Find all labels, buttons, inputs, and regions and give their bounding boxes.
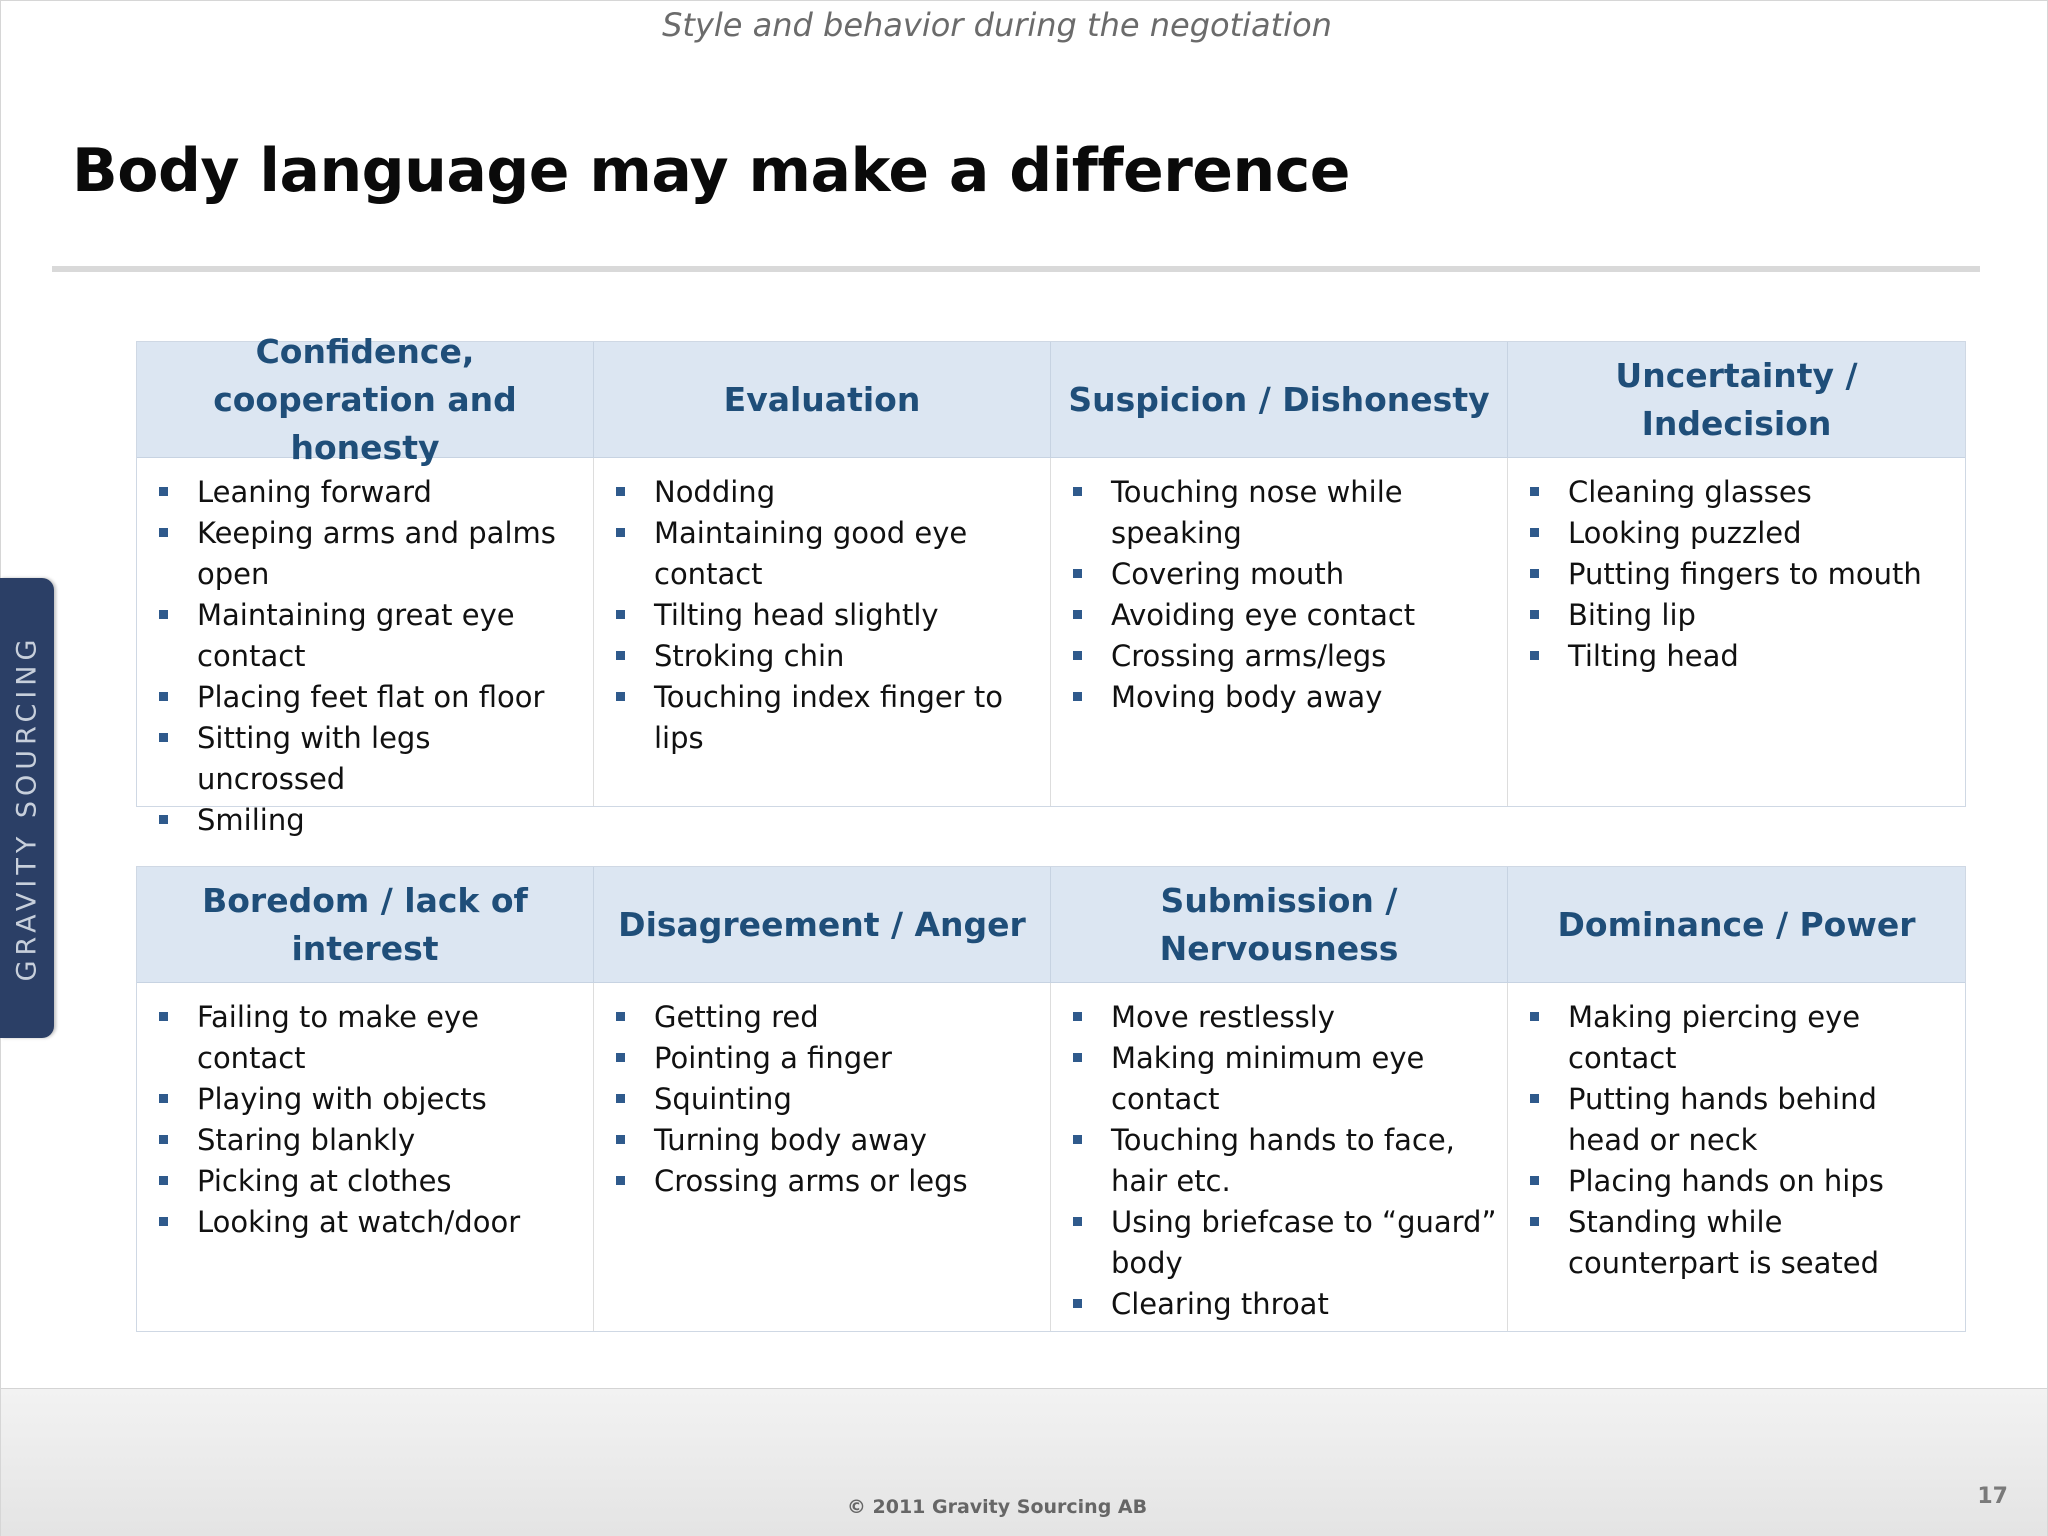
square-bullet-icon — [1073, 692, 1082, 701]
behavior-item — [157, 1202, 583, 1243]
behavior-item — [614, 1079, 1040, 1120]
square-bullet-icon — [616, 692, 625, 701]
behavior-list — [614, 472, 1040, 759]
behavior-item-text: Pointing a finger — [654, 1041, 892, 1075]
behavior-item-text: Looking puzzled — [1568, 516, 1802, 550]
behavior-item — [1071, 554, 1497, 595]
square-bullet-icon — [1530, 528, 1539, 537]
behavior-item — [157, 1079, 583, 1120]
behavior-item-text: Tilting head — [1568, 639, 1739, 673]
behavior-item — [1528, 1079, 1955, 1161]
behavior-item — [1071, 636, 1497, 677]
behavior-item-text: Stroking chin — [654, 639, 845, 673]
behavior-item-text: Touching nose while speaking — [1111, 475, 1403, 550]
behavior-item-text: Picking at clothes — [197, 1164, 452, 1198]
square-bullet-icon — [616, 1053, 625, 1062]
square-bullet-icon — [616, 1094, 625, 1103]
square-bullet-icon — [1073, 1299, 1082, 1308]
behavior-item-text: Moving body away — [1111, 680, 1383, 714]
behavior-item-text: Crossing arms or legs — [654, 1164, 968, 1198]
square-bullet-icon — [616, 1135, 625, 1144]
behavior-item-text: Standing while counterpart is seated — [1568, 1205, 1879, 1280]
square-bullet-icon — [1530, 1094, 1539, 1103]
behavior-item-text: Nodding — [654, 475, 776, 509]
behavior-list — [614, 997, 1040, 1202]
square-bullet-icon — [1530, 1217, 1539, 1226]
behavior-item-text: Keeping arms and palms open — [197, 516, 556, 591]
square-bullet-icon — [1073, 1012, 1082, 1021]
behavior-item-text: Failing to make eye contact — [197, 1000, 479, 1075]
behavior-item — [1528, 595, 1955, 636]
behavior-table-bottom — [136, 866, 1966, 1332]
square-bullet-icon — [1073, 610, 1082, 619]
brand-side-tab-label: GRAVITY SOURCING — [11, 634, 43, 982]
behavior-list — [157, 472, 583, 841]
behavior-item — [614, 1038, 1040, 1079]
behavior-item-text: Cleaning glasses — [1568, 475, 1812, 509]
behavior-item — [1528, 472, 1955, 513]
square-bullet-icon — [159, 487, 168, 496]
behavior-item-text: Biting lip — [1568, 598, 1696, 632]
square-bullet-icon — [1073, 569, 1082, 578]
behavior-item-text: Touching hands to face, hair etc. — [1111, 1123, 1455, 1198]
behavior-item-text: Sitting with legs uncrossed — [197, 721, 431, 796]
behavior-item-text: Crossing arms/legs — [1111, 639, 1387, 673]
section-supertitle: Style and behavior during the negotiation — [662, 6, 1332, 44]
square-bullet-icon — [159, 815, 168, 824]
behavior-item — [1071, 1284, 1497, 1325]
behavior-item-text: Placing hands on hips — [1568, 1164, 1884, 1198]
behavior-list-cell — [594, 983, 1051, 1331]
behavior-list-cell — [1051, 458, 1508, 806]
behavior-item — [1071, 595, 1497, 636]
square-bullet-icon — [159, 692, 168, 701]
square-bullet-icon — [159, 1176, 168, 1185]
behavior-list-cell — [1051, 983, 1508, 1331]
square-bullet-icon — [1073, 1217, 1082, 1226]
behavior-item-text: Making piercing eye contact — [1568, 1000, 1861, 1075]
behavior-item — [614, 636, 1040, 677]
column-heading: Boredom / lack of interest — [137, 867, 594, 983]
column-heading: Suspicion / Dishonesty — [1051, 342, 1508, 458]
behavior-list-cell — [137, 983, 594, 1331]
square-bullet-icon — [1073, 651, 1082, 660]
square-bullet-icon — [1073, 487, 1082, 496]
column-heading: Evaluation — [594, 342, 1051, 458]
behavior-item — [1528, 636, 1955, 677]
behavior-item — [1528, 554, 1955, 595]
title-divider — [52, 266, 1980, 272]
behavior-item-text: Placing feet flat on floor — [197, 680, 545, 714]
square-bullet-icon — [1530, 1012, 1539, 1021]
behavior-item — [157, 472, 583, 513]
behavior-item — [1071, 1202, 1497, 1284]
behavior-item-text: Turning body away — [654, 1123, 927, 1157]
column-heading: Submission / Nervousness — [1051, 867, 1508, 983]
behavior-item — [1528, 513, 1955, 554]
square-bullet-icon — [1073, 1053, 1082, 1062]
behavior-item — [157, 718, 583, 800]
behavior-item — [1071, 997, 1497, 1038]
behavior-table-top — [136, 331, 1966, 837]
behavior-item-text: Tilting head slightly — [654, 598, 939, 632]
behavior-item-text: Looking at watch/door — [197, 1205, 521, 1239]
behavior-list — [1071, 472, 1497, 718]
column-heading: Disagreement / Anger — [594, 867, 1051, 983]
behavior-item — [157, 1120, 583, 1161]
square-bullet-icon — [616, 610, 625, 619]
square-bullet-icon — [159, 610, 168, 619]
behavior-item — [614, 677, 1040, 759]
square-bullet-icon — [1530, 487, 1539, 496]
square-bullet-icon — [159, 1135, 168, 1144]
behavior-item — [157, 997, 583, 1079]
square-bullet-icon — [159, 733, 168, 742]
square-bullet-icon — [616, 1012, 625, 1021]
behavior-item — [1071, 677, 1497, 718]
behavior-list — [1528, 997, 1955, 1284]
behavior-item — [1071, 1120, 1497, 1202]
behavior-item — [614, 595, 1040, 636]
square-bullet-icon — [1530, 651, 1539, 660]
behavior-item-text: Move restlessly — [1111, 1000, 1335, 1034]
behavior-item-text: Maintaining good eye contact — [654, 516, 968, 591]
behavior-item — [157, 513, 583, 595]
footer-copyright: © 2011 Gravity Sourcing AB — [846, 1496, 1148, 1518]
behavior-item — [157, 800, 583, 841]
behavior-item-text: Staring blankly — [197, 1123, 416, 1157]
column-heading: Dominance / Power — [1508, 867, 1965, 983]
square-bullet-icon — [616, 487, 625, 496]
square-bullet-icon — [1073, 1135, 1082, 1144]
behavior-item-text: Maintaining great eye contact — [197, 598, 515, 673]
behavior-item — [614, 472, 1040, 513]
behavior-item — [614, 1120, 1040, 1161]
behavior-list-cell — [137, 458, 594, 837]
behavior-item-text: Putting hands behind head or neck — [1568, 1082, 1877, 1157]
page-number: 17 — [1977, 1484, 2008, 1509]
square-bullet-icon — [159, 1217, 168, 1226]
behavior-item — [614, 997, 1040, 1038]
behavior-list-cell — [1508, 983, 1965, 1331]
behavior-item-text: Getting red — [654, 1000, 819, 1034]
behavior-item-text: Using briefcase to “guard” body — [1111, 1205, 1497, 1280]
behavior-item — [1071, 1038, 1497, 1120]
behavior-item-text: Making minimum eye contact — [1111, 1041, 1425, 1116]
behavior-list — [1528, 472, 1955, 677]
behavior-item-text: Clearing throat — [1111, 1287, 1329, 1321]
behavior-list — [1071, 997, 1497, 1325]
square-bullet-icon — [616, 528, 625, 537]
behavior-item — [157, 595, 583, 677]
square-bullet-icon — [616, 1176, 625, 1185]
behavior-item — [614, 513, 1040, 595]
square-bullet-icon — [159, 1094, 168, 1103]
square-bullet-icon — [1530, 1176, 1539, 1185]
behavior-list — [157, 997, 583, 1243]
column-heading: Uncertainty / Indecision — [1508, 342, 1965, 458]
square-bullet-icon — [616, 651, 625, 660]
behavior-item-text: Leaning forward — [197, 475, 432, 509]
behavior-item — [614, 1161, 1040, 1202]
square-bullet-icon — [1530, 610, 1539, 619]
behavior-item-text: Putting fingers to mouth — [1568, 557, 1922, 591]
brand-side-tab — [0, 578, 54, 1038]
behavior-item — [157, 1161, 583, 1202]
slide-title: Body language may make a difference — [72, 136, 1350, 206]
behavior-list-cell — [594, 458, 1051, 806]
behavior-item — [1071, 472, 1497, 554]
behavior-item-text: Squinting — [654, 1082, 792, 1116]
behavior-list-cell — [1508, 458, 1965, 806]
behavior-item — [1528, 997, 1955, 1079]
behavior-item-text: Playing with objects — [197, 1082, 487, 1116]
behavior-item-text: Avoiding eye contact — [1111, 598, 1416, 632]
behavior-item — [1528, 1161, 1955, 1202]
behavior-item-text: Smiling — [197, 803, 305, 837]
square-bullet-icon — [159, 528, 168, 537]
square-bullet-icon — [1530, 569, 1539, 578]
behavior-item — [157, 677, 583, 718]
square-bullet-icon — [159, 1012, 168, 1021]
column-heading: Confidence, cooperation and honesty — [137, 342, 594, 458]
behavior-item — [1528, 1202, 1955, 1284]
behavior-item-text: Covering mouth — [1111, 557, 1345, 591]
behavior-item-text: Touching index finger to lips — [654, 680, 1004, 755]
